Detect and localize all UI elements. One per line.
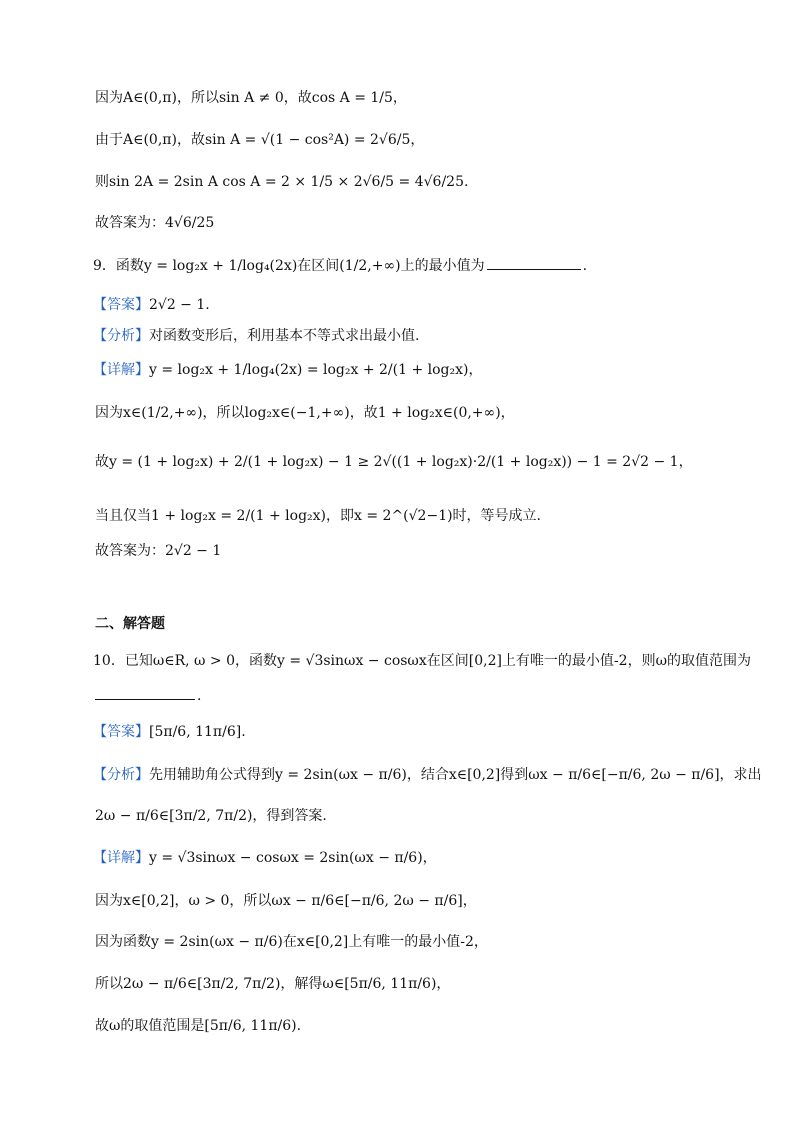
detail-10-line-2: 因为函数y = 2sin(ωx − π/6)在x∈[0,2]上有唯一的最小值-2， [95,934,488,950]
answer-tag: 【答案】 [93,724,149,740]
analysis-10-line-2: 2ω − π/6∈[3π/2, 7π/2)，得到答案. [95,808,327,824]
question-9 [93,256,734,276]
detail-10-line-1: 因为x∈[0,2]，ω > 0，所以ωx − π/6∈[−π/6, 2ω − π/6]， [95,893,477,909]
answer-9-value: 2√2 − 1. [149,297,210,313]
answer-10 [93,722,734,742]
answer-line-8: 故答案为：4√6/25 [95,215,215,231]
analysis-9-text: 对函数变形后，利用基本不等式求出最小值. [149,328,420,344]
answer-tag: 【答案】 [93,297,149,313]
detail-10-line-4: 故ω的取值范围是[5π/6, 11π/6). [95,1018,302,1034]
detail-9-line-3: 当且仅当1 + log₂x = 2/(1 + log₂x)，即x = 2^(√2−1)时，等号成立. [95,508,542,524]
detail-9 [93,360,734,380]
detail-10 [93,848,734,868]
analysis-tag: 【分析】 [93,328,149,344]
answer-blank-10[interactable] [95,687,195,700]
question-10-blank-line [93,686,734,706]
question-9-text: 9．函数y = log₂x + 1/log₄(2x)在区间(1/2,+∞)上的最小值为 [93,258,485,274]
question-9-end: . [582,258,588,274]
solution-line-1: 因为A∈(0,π)，所以sin A ≠ 0，故cos A = 1/5， [95,90,407,106]
detail-9-line-2: 故y = (1 + log₂x) + 2/(1 + log₂x) − 1 ≥ 2√((1 + log₂x)·2/(1 + log₂x)) − 1 = 2√2 − 1， [95,454,693,470]
answer-10-value: [5π/6, 11π/6]. [149,724,246,740]
detail-10-line-3: 所以2ω − π/6∈[3π/2, 7π/2)，解得ω∈[5π/6, 11π/6)， [95,976,451,992]
detail-tag: 【详解】 [93,362,149,378]
answer-line-9: 故答案为：2√2 − 1 [95,543,222,559]
solution-line-3: 则sin 2A = 2sin A cos A = 2 × 1/5 × 2√6/5 = 4√6/25. [95,174,469,190]
question-10: 10．已知ω∈R, ω > 0，函数y = √3sinωx − cosωx在区间[0,2]上有唯一的最小值-2，则ω的取值范围为 [93,653,751,669]
analysis-tag: 【分析】 [93,767,149,783]
section-heading: 二、解答题 [95,616,165,632]
question-10-end: . [197,688,202,704]
answer-9 [93,295,734,315]
detail-9-text: y = log₂x + 1/log₄(2x) = log₂x + 2/(1 + log₂x)， [149,362,483,378]
detail-10-text: y = √3sinωx − cosωx = 2sin(ωx − π/6)， [149,850,437,866]
analysis-9 [93,326,734,346]
solution-line-2: 由于A∈(0,π)，故sin A = √(1 − cos²A) = 2√6/5， [95,132,425,148]
detail-tag: 【详解】 [93,850,149,866]
analysis-10 [93,765,762,785]
analysis-10-text: 先用辅助角公式得到y = 2sin(ωx − π/6)，结合x∈[0,2]得到ωx − π/6∈[−π/6, 2ω − π/6]，求出 [149,767,762,783]
answer-blank-9[interactable] [487,257,581,270]
detail-9-line-1: 因为x∈(1/2,+∞)，所以log₂x∈(−1,+∞)，故1 + log₂x∈(0,+∞)， [95,405,515,421]
